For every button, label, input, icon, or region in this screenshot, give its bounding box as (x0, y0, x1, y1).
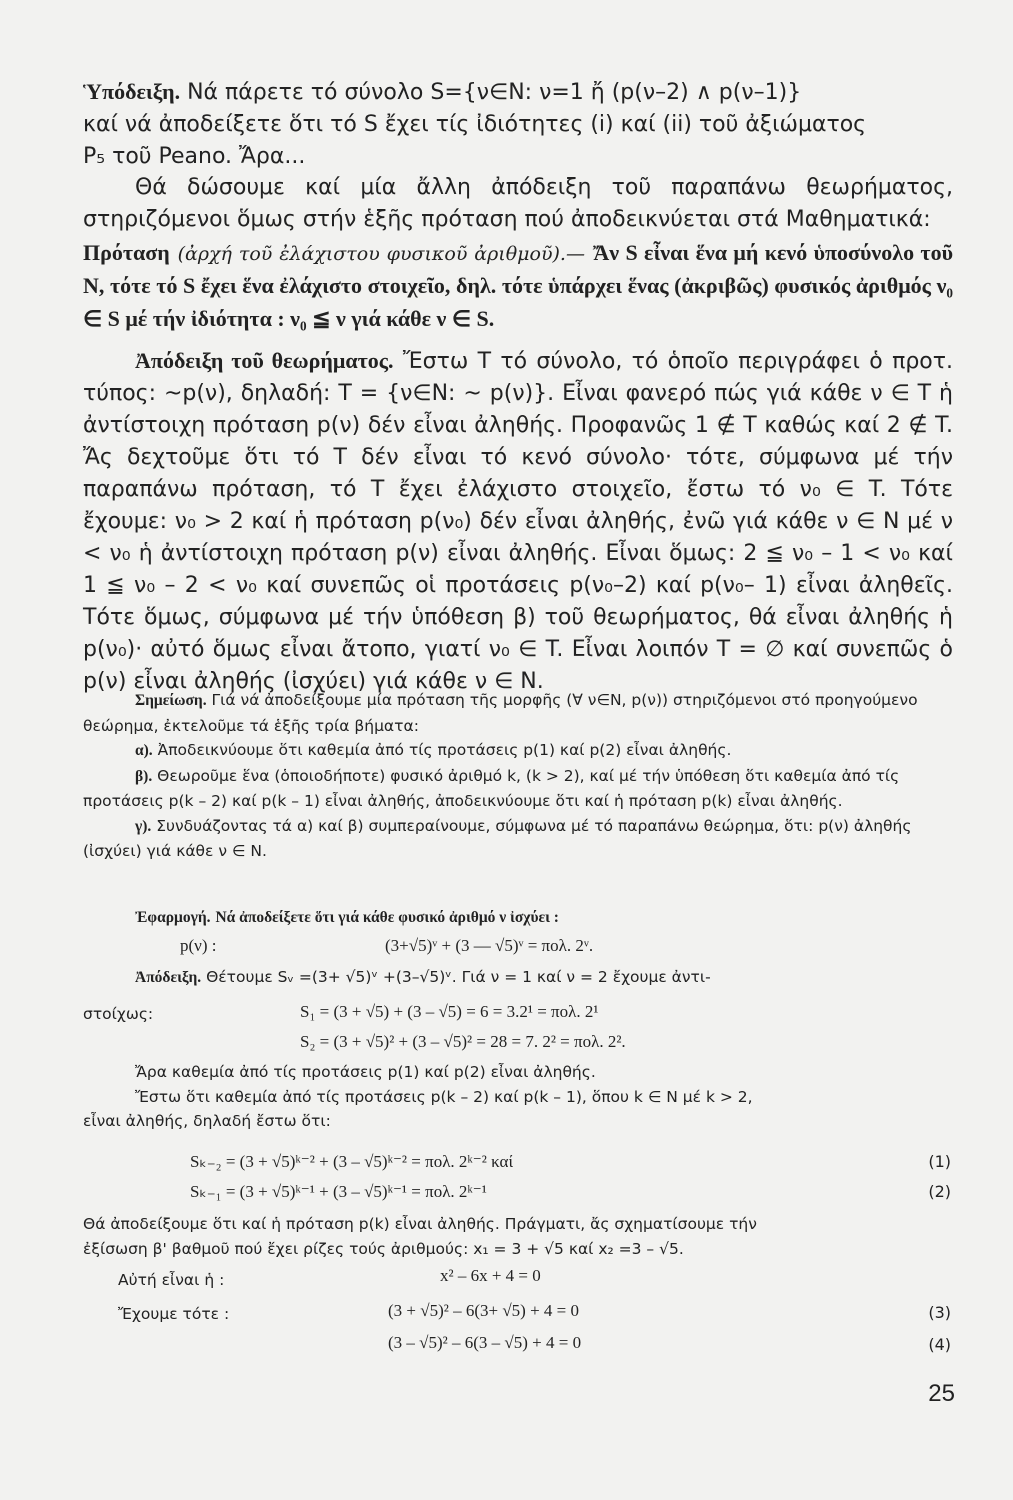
note-c-text: Συνδυάζοντας τά α) καί β) συμπεραίνουμε, σύμφωνα μέ τό παραπάνω θεώρημα, ὅτι: p(ν) ἀληθής (ἰσχύει) γιά κάθε ν ∈ N. (83, 816, 912, 860)
note-label: Σημείωση. (135, 692, 207, 709)
equation-4: (3 – √5)² – 6(3 – √5) + 4 = 0 (388, 1333, 582, 1352)
proposition-block (83, 237, 953, 336)
app-proof-label: Ἀπόδειξη. (135, 969, 202, 986)
app-proof-line-6: Θά ἀποδείξουμε ὅτι καί ἡ πρόταση p(k) εἶναι ἀληθής. Πράγματι, ἄς σχηματίσουμε τήν (83, 1215, 757, 1233)
app-proof-line-3: Ἄρα καθεμία ἀπό τίς προτάσεις p(1) καί p(2) εἶναι ἀληθής. (135, 1063, 596, 1081)
app-proof-line-7: ἐξίσωση β' βαθμοῦ πού ἔχει ρίζες τούς ἀριθμούς: x₁ = 3 + √5 καί x₂ =3 – √5. (83, 1239, 684, 1258)
equation-2: Sₖ₋₁ = (3 + √5)ᵏ⁻¹ + (3 – √5)ᵏ⁻¹ = πολ. 2ᵏ⁻¹ (190, 1182, 487, 1201)
app-proof-line-1: Θέτουμε Sᵥ =(3+ √5)ᵛ +(3–√5)ᵛ. Γιά ν = 1 καί ν = 2 ἔχουμε ἀντι- (206, 968, 711, 986)
application-p-label: p(ν) : (180, 936, 217, 955)
app-proof-line-8-label: Αὐτή εἶναι ἡ : (118, 1271, 225, 1289)
app-proof-line-5: εἶναι ἀληθής, δηλαδή ἔστω ὅτι: (83, 1112, 331, 1130)
hint-line-1: Νά πάρετε τό σύνολο S={ν∈N: ν=1 ἤ (p(ν–2) ∧ p(ν–1)} (187, 80, 802, 105)
note-block (83, 688, 953, 864)
equation-4-number: (4) (928, 1335, 951, 1354)
application-p-formula: (3+√5)ᵛ + (3 — √5)ᵛ = πολ. 2ᵛ. (385, 936, 594, 955)
intro-text: Θά δώσουμε καί μία ἄλλη ἀπόδειξη τοῦ παραπάνω θεωρήματος, στηριζόμενοι ὅμως στήν ἑξῆς πρόταση πού ἀποδεικνύεται στά Μαθηματικά: (83, 175, 953, 232)
app-proof-block (83, 965, 953, 991)
equation-2-number: (2) (928, 1182, 951, 1201)
proof-text: Ἔστω T τό σύνολο, τό ὁποῖο περιγράφει ὁ προτ. τύπος: ~p(ν), δηλαδή: T = {ν∈N: ~ p(ν)}. Εἶναι φανερό πώς γιά κάθε ν ∈ T ἡ ἀντίστοιχη πρόταση p(ν) δέν εἶναι ἀληθής. Προφανῶς 1 ∉ T καθώς καί 2 ∉ T. Ἄς δεχτοῦμε ὅτι τό T δέν εἶναι τό κενό σύνολο· τότε, σύμφωνα μέ τήν παραπάνω πρόταση, τό T ἔχει ἐλάχιστο στοιχεῖο, ἔστω τό ν₀ ∈ T. Τότε ἔχουμε: ν₀ > 2 καί ἡ πρόταση p(ν₀) δέν εἶναι ἀληθής, ἐνῶ γιά κάθε ν ∈ N μέ ν < ν₀ ἡ ἀντίστοιχη πρόταση p(ν) εἶναι ἀληθής. Εἶναι ὅμως: 2 ≦ ν₀ – 1 < ν₀ καί 1 ≦ ν₀ – 2 < ν₀ καί συνεπῶς οἱ προτάσεις p(ν₀–2) καί p(ν₀– 1) εἶναι ἀληθεῖς. Τότε ὅμως, σύμφωνα μέ τήν ὑπόθεση β) τοῦ θεωρήματος, θά εἶναι ἀληθής ἡ p(ν₀)· αὐτό ὅμως εἶναι ἄτοπο, γιατί ν₀ ∈ T. Εἶναι λοιπόν T = ∅ καί συνεπῶς ὁ p(ν) εἶναι ἀληθής (ἰσχύει) γιά κάθε ν ∈ N. (83, 349, 954, 694)
application-block (83, 905, 953, 931)
app-proof-continuation (83, 1212, 953, 1261)
page-number: 25 (928, 1380, 955, 1407)
proof-block (83, 345, 953, 698)
equation-3: (3 + √5)² – 6(3+ √5) + 4 = 0 (388, 1301, 580, 1320)
proposition-label: Πρόταση (83, 240, 170, 265)
note-a-text: Ἀποδεικνύουμε ὅτι καθεμία ἀπό τίς προτάσεις p(1) καί p(2) εἶναι ἀληθής. (157, 741, 732, 759)
note-b-text: Θεωροῦμε ἕνα (ὁποιοδήποτε) φυσικό ἀριθμό k, (k > 2), καί μέ τήν ὑπόθεση ὅτι καθεμία ἀπό τίς προτάσεις p(k – 2) καί p(k – 1) εἶναι ἀληθής, ἀποδεικνύουμε ὅτι καί ἡ πρόταση p(k) εἶναι ἀληθής. (83, 766, 900, 810)
app-proof-text-block (83, 1060, 953, 1134)
proposition-subtitle: (ἀρχή τοῦ ἐλάχιστου φυσικοῦ ἀριθμοῦ).— (177, 243, 585, 265)
app-proof-line-2: στοίχως: (83, 1005, 154, 1023)
hint-label: Ὑπόδειξη. (83, 79, 181, 104)
hint-block (83, 76, 953, 173)
equation-1: Sₖ₋₂ = (3 + √5)ᵏ⁻² + (3 – √5)ᵏ⁻² = πολ. 2ᵏ⁻² καί (190, 1152, 514, 1171)
equation-1-number: (1) (928, 1152, 951, 1171)
note-b-label: β). (135, 767, 153, 785)
proposition-text: Ἄν S εἶναι ἕνα μή κενό ὑποσύνολο τοῦ N, τότε τό S ἔχει ἕνα ἐλάχιστο στοιχεῖο, δηλ. τότε ὑπάρχει ἕνας (ἀκριβῶς) φυσικός ἀριθμός ν₀ ∈ S μέ τήν ἰδιότητα : ν₀ ≦ ν γιά κάθε ν ∈ S. (83, 240, 953, 331)
note-a-label: α). (135, 742, 153, 759)
intro-paragraph (83, 172, 953, 236)
application-text: Νά ἀποδείξετε ὅτι γιά κάθε φυσικό ἀριθμό ν ἰσχύει : (215, 909, 559, 926)
app-proof-line-9-label: Ἔχουμε τότε : (118, 1305, 230, 1323)
formula-s2: S₂ = (3 + √5)² + (3 – √5)² = 28 = 7. 2² = πολ. 2². (300, 1032, 626, 1051)
hint-line-2: καί νά ἀποδείξετε ὅτι τό S ἔχει τίς ἰδιότητες (i) καί (ii) τοῦ ἀξιώματος (83, 112, 867, 137)
equation-3-number: (3) (928, 1303, 951, 1322)
formula-s1: S₁ = (3 + √5) + (3 – √5) = 6 = 3.2¹ = πολ. 2¹ (300, 1002, 599, 1021)
proof-label: Ἀπόδειξη τοῦ θεωρήματος. (135, 348, 394, 373)
app-proof-line-4: Ἔστω ὅτι καθεμία ἀπό τίς προτάσεις p(k – 2) καί p(k – 1), ὅπου k ∈ N μέ k > 2, (135, 1087, 753, 1106)
note-text: Γιά νά ἀποδείξουμε μία πρόταση τῆς μορφῆς (∀ ν∈N, p(ν)) στηριζόμενοι στό προηγούμενο θεώρημα, ἐκτελοῦμε τά ἑξῆς τρία βήματα: (83, 691, 918, 735)
hint-line-3: P₅ τοῦ Peano. Ἄρα... (83, 144, 306, 169)
note-c-label: γ). (135, 817, 152, 835)
quadratic-equation: x² – 6x + 4 = 0 (440, 1266, 541, 1285)
application-label: Ἐφαρμογή. (135, 909, 211, 926)
